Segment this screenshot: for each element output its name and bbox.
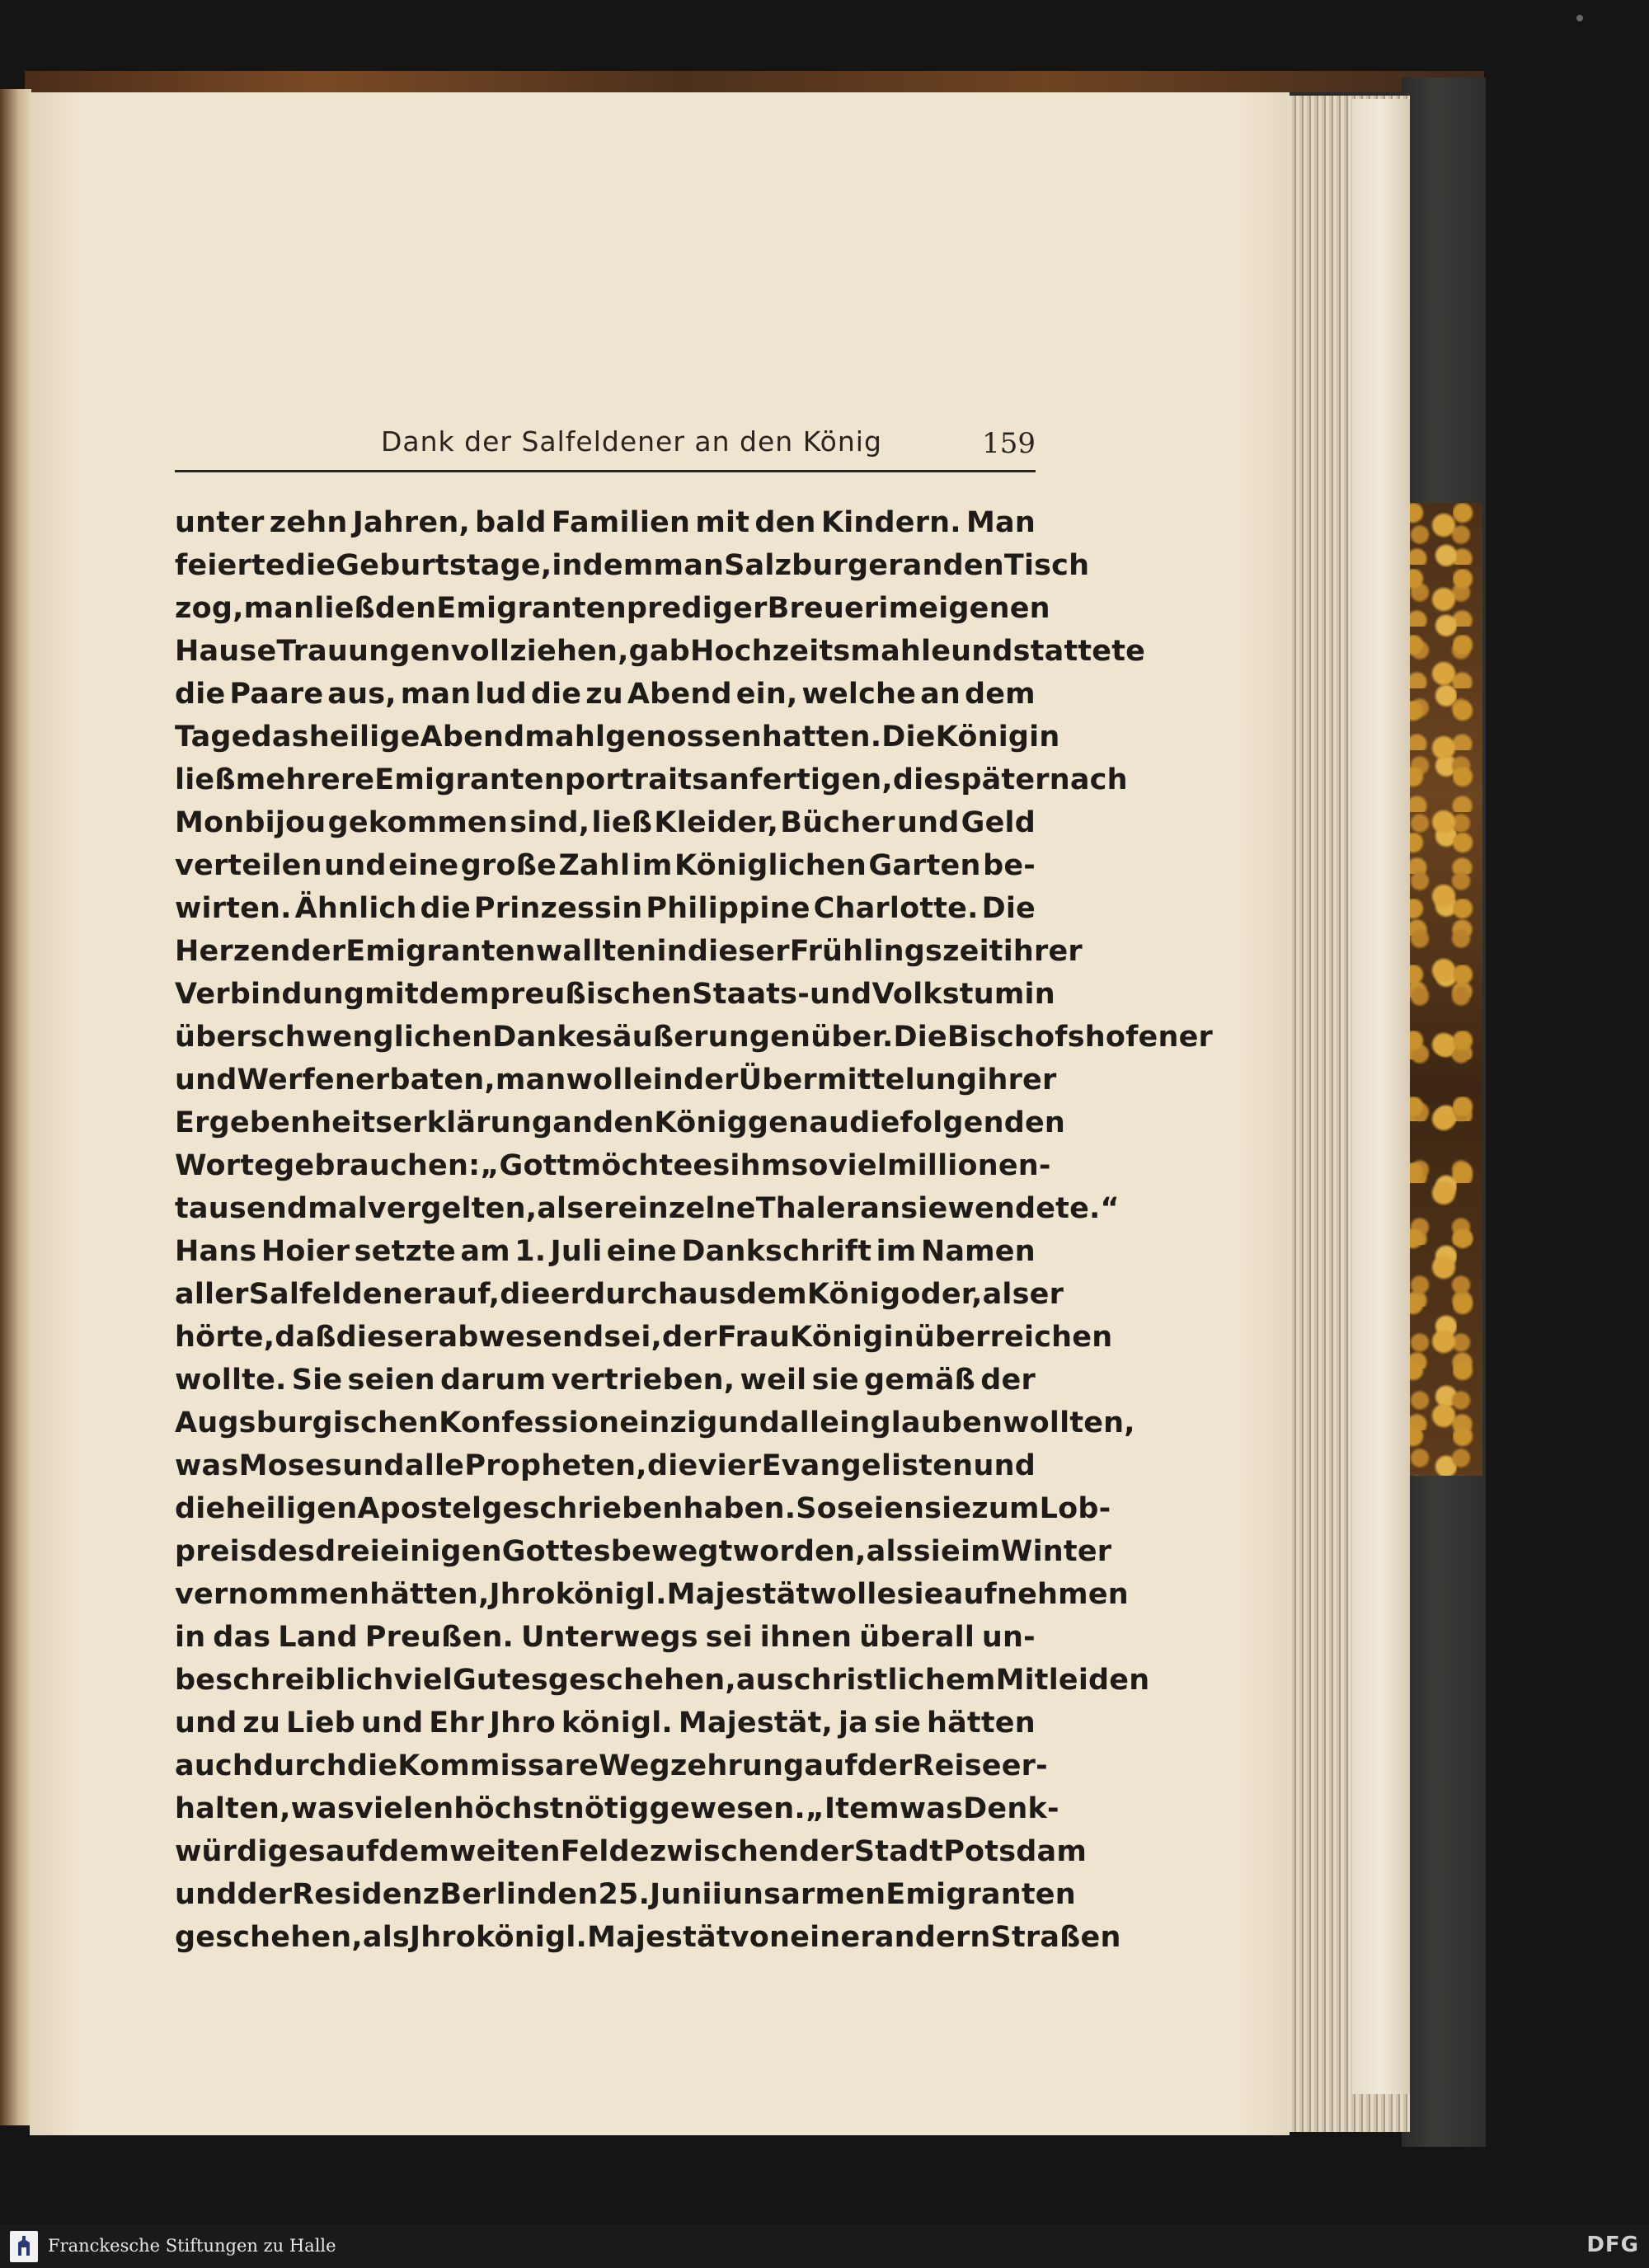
text-line: würdiges auf dem weiten Felde zwischen der Stadt Potsdam bbox=[175, 1835, 1088, 1868]
text-line: Augsburgischen Konfession einzig und allein glauben wollten, bbox=[175, 1406, 1135, 1439]
text-line: Monbijou gekommen sind, ließ Kleider, Bücher und Geld bbox=[175, 806, 1036, 839]
previous-page-edge bbox=[0, 89, 31, 2125]
text-line: überschwenglichen Dankesäußerungen über. Die Bischofshofener bbox=[175, 1021, 1213, 1054]
dust-speck bbox=[1576, 15, 1583, 21]
body-text bbox=[175, 501, 1213, 1959]
text-line: Hans Hoier setzte am 1. Juli eine Dankschrift im Namen bbox=[175, 1235, 1036, 1268]
institution-name: Franckesche Stiftungen zu Halle bbox=[48, 2236, 336, 2256]
text-line: Hause Trauungen vollziehen, gab Hochzeitsmahle und stattete bbox=[175, 635, 1146, 668]
text-line: wollte. Sie seien darum vertrieben, weil sie gemäß der bbox=[175, 1364, 1036, 1397]
text-line: preis des dreieinigen Gottes bewegt worden, als sie im Winter bbox=[175, 1535, 1112, 1568]
running-header bbox=[175, 420, 1036, 472]
text-line: aller Salfeldener auf, die er durchaus dem König oder, als er bbox=[175, 1278, 1064, 1311]
text-line: tausendmal vergelten, als er einzelne Thaler an sie wendete.“ bbox=[175, 1192, 1120, 1225]
book-page bbox=[30, 92, 1290, 2135]
marbled-cover-paper bbox=[1403, 503, 1482, 1476]
text-line: Verbindung mit dem preußischen Staats- und Volkstum in bbox=[175, 978, 1055, 1011]
text-line: Herzen der Emigranten wallten in dieser Frühlingszeit ihrer bbox=[175, 935, 1083, 968]
text-line: vernommen hätten, Jhro königl. Majestät wolle sie aufnehmen bbox=[175, 1578, 1129, 1611]
dfg-logo: DFG bbox=[1586, 2233, 1639, 2257]
text-line: beschreiblich viel Gutes geschehen, aus christlichem Mitleiden bbox=[175, 1664, 1150, 1697]
text-line: auch durch die Kommissare Wegzehrung auf der Reise er- bbox=[175, 1749, 1048, 1782]
page-number: 159 bbox=[982, 427, 1036, 460]
text-line: unter zehn Jahren, bald Familien mit den Kindern. Man bbox=[175, 506, 1036, 539]
running-head-title: Dank der Salfeldener an den König bbox=[381, 425, 882, 458]
text-line: und zu Lieb und Ehr Jhro königl. Majestät, ja sie hätten bbox=[175, 1707, 1036, 1740]
viewer-footer bbox=[0, 2224, 1649, 2268]
text-line: wirten. Ähnlich die Prinzessin Philippine Charlotte. Die bbox=[175, 892, 1036, 925]
text-line: halten, was vielen höchstnötig gewesen. „Item was Denk- bbox=[175, 1792, 1059, 1825]
institution-logo-icon bbox=[10, 2231, 38, 2262]
text-line: verteilen und eine große Zahl im Königlichen Garten be- bbox=[175, 849, 1036, 882]
text-line: ließ mehrere Emigrantenportraits anfertigen, die später nach bbox=[175, 763, 1128, 796]
text-line: Tage das heilige Abendmahl genossen hatten. Die Königin bbox=[175, 721, 1060, 754]
text-line: geschehen, als Jhro königl. Majestät von einer andern Straßen bbox=[175, 1921, 1121, 1954]
text-line: hörte, daß dieser abwesend sei, der Frau Königin überreichen bbox=[175, 1321, 1113, 1354]
text-line: feierte die Geburtstage, indem man Salzburger an den Tisch bbox=[175, 549, 1090, 582]
text-line: was Moses und alle Propheten, die vier Evangelisten und bbox=[175, 1449, 1036, 1482]
page-edges-highlight bbox=[1352, 99, 1410, 2094]
text-line: zog, man ließ den Emigrantenprediger Breuer im eigenen bbox=[175, 592, 1050, 625]
text-line: Worte gebrauchen: „Gott möchte es ihm so viel millionen- bbox=[175, 1149, 1051, 1182]
text-line: und Werfener baten, man wolle in der Übermittelung ihrer bbox=[175, 1064, 1057, 1096]
text-line: die Paare aus, man lud die zu Abend ein, welche an dem bbox=[175, 678, 1036, 711]
text-line: Ergebenheitserklärung an den König genau die folgenden bbox=[175, 1106, 1066, 1139]
text-line: die heiligen Apostel geschrieben haben. So seien sie zum Lob- bbox=[175, 1492, 1111, 1525]
text-line: in das Land Preußen. Unterwegs sei ihnen überall un- bbox=[175, 1621, 1036, 1654]
text-line: und der Residenz Berlin den 25. Junii uns armen Emigranten bbox=[175, 1878, 1076, 1911]
